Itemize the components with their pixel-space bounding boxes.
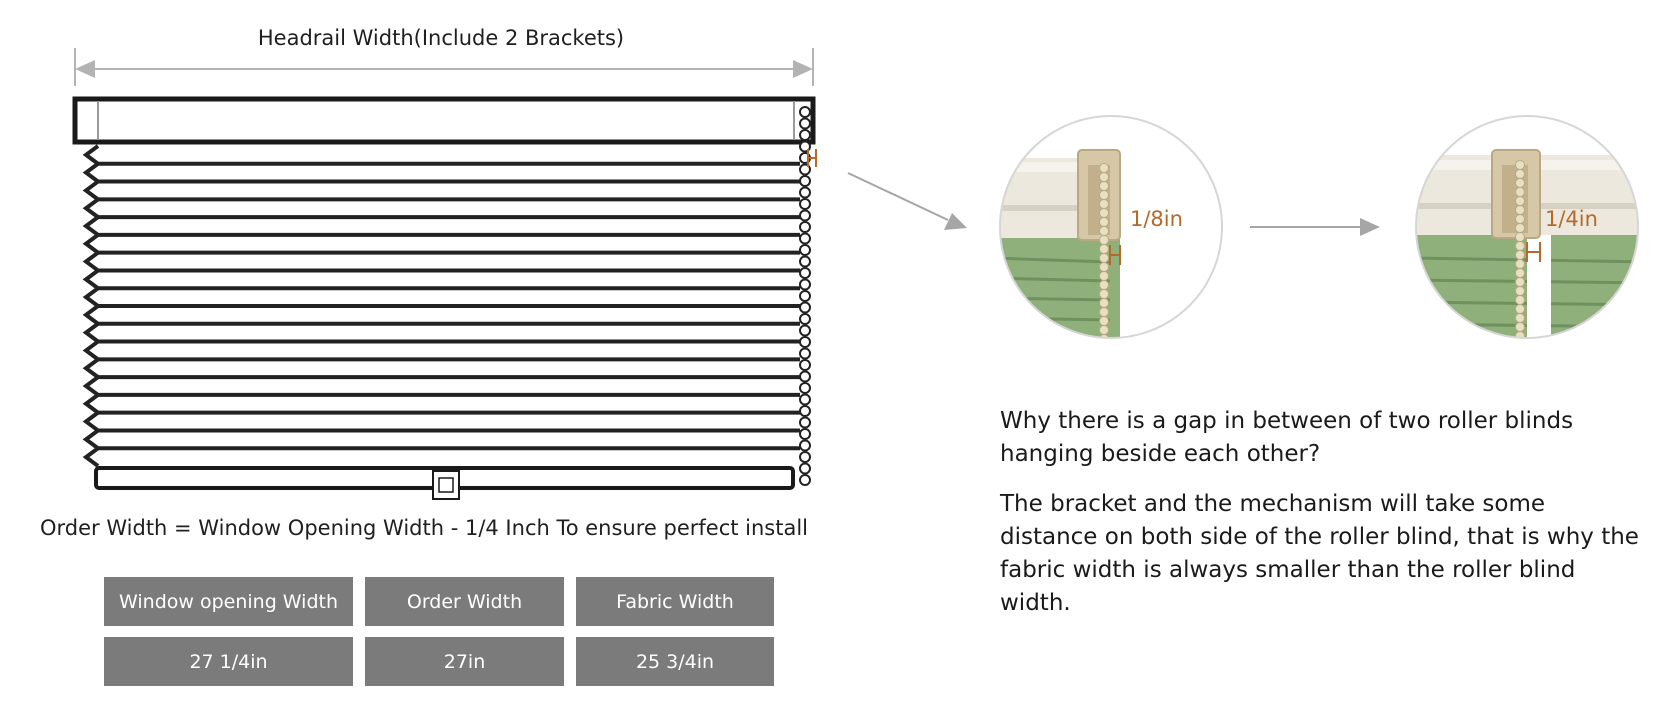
detail-bead (1516, 233, 1525, 242)
headrail-width-label: Headrail Width(Include 2 Brackets) (257, 26, 625, 50)
detail-bead (1516, 188, 1525, 197)
detail-bead (1516, 323, 1525, 332)
detail-right (1410, 110, 1660, 350)
detail-bead (1516, 287, 1525, 296)
detail-bead (1100, 317, 1109, 326)
detail-left (990, 110, 1240, 350)
detail-bead (1100, 299, 1109, 308)
detail-bead (1100, 245, 1109, 254)
detail-bead (1100, 164, 1109, 173)
cord-bead (800, 395, 810, 405)
bottom-rail-handle (433, 471, 459, 499)
table-value-fabric-width: 25 3/4in (576, 637, 774, 686)
cord-bead (800, 383, 810, 393)
cord-bead (800, 130, 810, 140)
table-header-fabric-width: Fabric Width (576, 577, 774, 626)
cord-bead (800, 452, 810, 462)
table-value-order-width: 27in (365, 637, 564, 686)
detail-left-label: 1/8in (1130, 207, 1183, 231)
detail-bead (1516, 269, 1525, 278)
cord-bead (800, 429, 810, 439)
table-header-window-opening-width: Window opening Width (104, 577, 353, 626)
detail-bead (1516, 260, 1525, 269)
cord-bead (800, 188, 810, 198)
faq-answer: The bracket and the mechanism will take some distance on both side of the roller blind, that is why the fabric width is always smaller than the roller blind width. (1000, 491, 1639, 616)
cord-bead (800, 360, 810, 370)
cord-bead (800, 199, 810, 209)
pleated-fabric (86, 146, 800, 466)
pleat-edge (86, 146, 98, 466)
table-value-window-opening-width: 27 1/4in (104, 637, 353, 686)
cord-bead (800, 337, 810, 347)
detail-bead (1516, 170, 1525, 179)
detail-bead (1516, 251, 1525, 260)
cord-bead (800, 349, 810, 359)
headrail-dimension-line (75, 48, 813, 86)
detail-right-label: 1/4in (1545, 207, 1598, 231)
detail-bead (1100, 254, 1109, 263)
cord-bead (800, 406, 810, 416)
arrow-to-detail (848, 173, 967, 230)
cord-bead (800, 372, 810, 382)
cord-bead (800, 441, 810, 451)
detail-bead (1100, 326, 1109, 335)
cord-bead (800, 280, 810, 290)
detail-bead (1516, 305, 1525, 314)
detail-bead (1100, 209, 1109, 218)
detail-bead (1516, 206, 1525, 215)
cord-bead (800, 176, 810, 186)
cord-bead (800, 222, 810, 232)
cord-bead (800, 464, 810, 474)
cord-bead (800, 475, 810, 485)
detail-bead (1516, 314, 1525, 323)
cord-bead (800, 257, 810, 267)
detail-bead (1516, 215, 1525, 224)
headrail (75, 99, 813, 142)
cord-bead (800, 107, 810, 117)
detail-bead (1100, 182, 1109, 191)
cord-bead (800, 119, 810, 129)
detail-bead (1516, 242, 1525, 251)
detail-bead (1100, 290, 1109, 299)
detail-bead (1100, 173, 1109, 182)
cord-bead (800, 234, 810, 244)
detail-bead (1100, 335, 1109, 344)
detail-bead (1100, 236, 1109, 245)
detail-bead (1100, 218, 1109, 227)
detail-bead (1100, 281, 1109, 290)
detail-bead (1516, 197, 1525, 206)
cord-bead (800, 418, 810, 428)
detail-bead (1100, 263, 1109, 272)
detail-bead (1516, 278, 1525, 287)
cord-bead (800, 268, 810, 278)
order-width-formula: Order Width = Window Opening Width - 1/4 Inch To ensure perfect install (40, 516, 809, 540)
detail-bead (1100, 200, 1109, 209)
cord-bead (800, 245, 810, 255)
detail-bead (1516, 161, 1525, 170)
cord-bead (800, 314, 810, 324)
gap-marker (808, 149, 816, 167)
table-header-order-width: Order Width (365, 577, 564, 626)
detail-bead (1100, 227, 1109, 236)
cord-bead (800, 303, 810, 313)
cord-bead (800, 211, 810, 221)
cord-bead (800, 326, 810, 336)
arrow-between-details (1250, 218, 1380, 236)
detail-bead (1100, 272, 1109, 281)
detail-bead (1516, 179, 1525, 188)
detail-bead (1100, 308, 1109, 317)
detail-bead (1100, 191, 1109, 200)
detail-bead (1516, 296, 1525, 305)
detail-bead (1516, 332, 1525, 341)
detail-bead (1516, 224, 1525, 233)
cord-bead (800, 291, 810, 301)
faq-question: Why there is a gap in between of two roller blinds hanging beside each other? (1000, 408, 1574, 467)
